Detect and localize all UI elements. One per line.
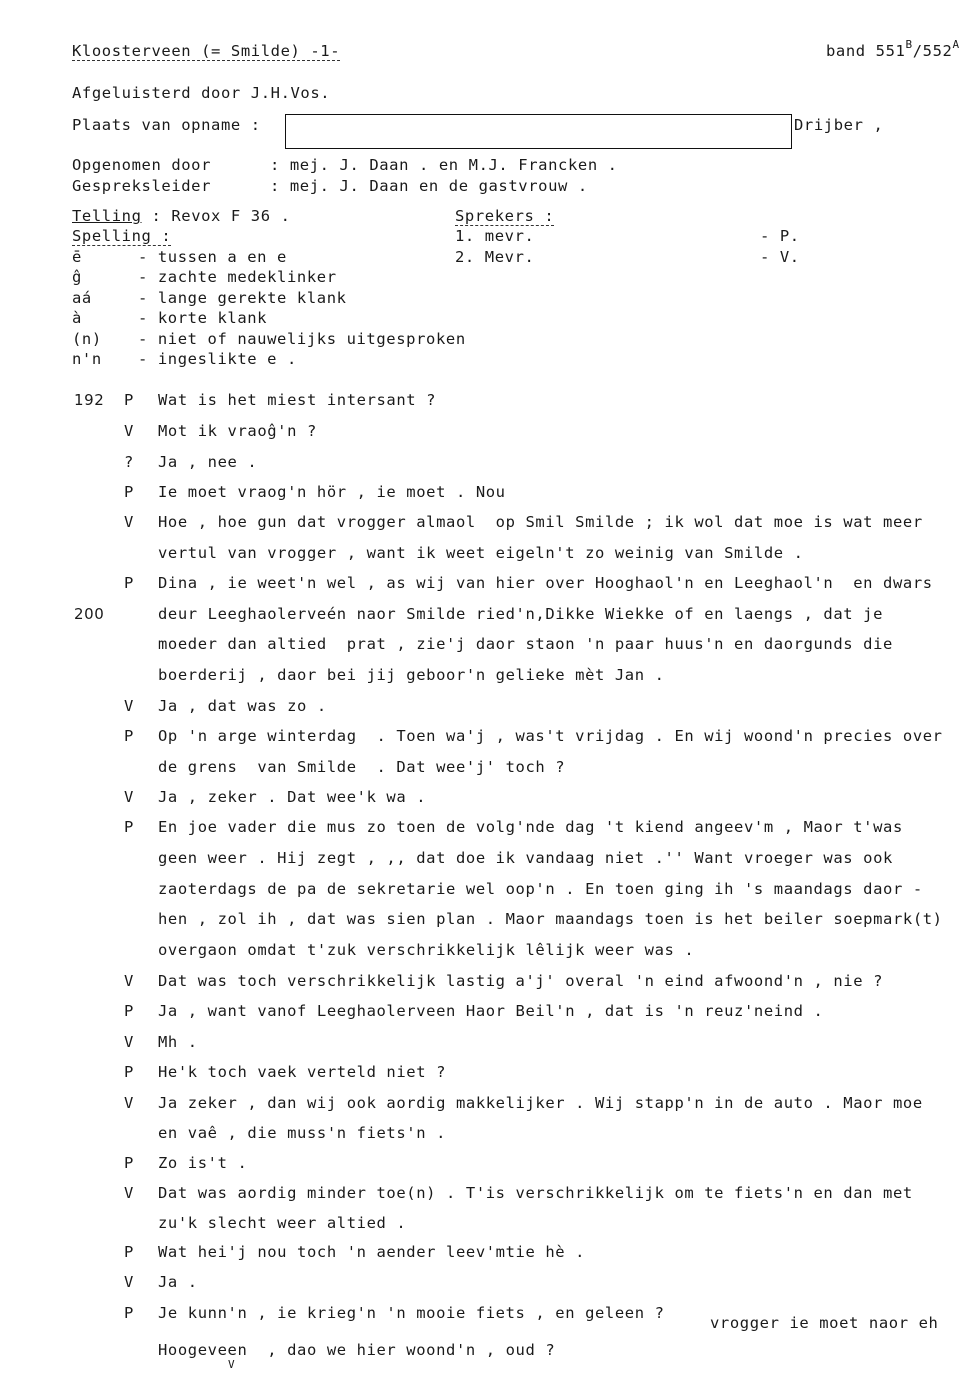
speaker-label: P	[124, 1243, 134, 1261]
speaker-label: P	[124, 574, 134, 592]
spelling-code: ĝ	[72, 268, 82, 286]
speaker-label: V	[124, 1094, 134, 1112]
spelling-desc: - korte klank	[138, 309, 268, 327]
speaker-label: P	[124, 818, 134, 836]
speaker-label: P	[124, 1154, 134, 1172]
speaker-label: V	[124, 1273, 134, 1291]
recording-place-label: Plaats van opname :	[72, 116, 261, 134]
band-number: band $551^B/552^A$	[826, 38, 960, 60]
transcript-line: Wat is het miest intersant ?	[158, 391, 437, 409]
spelling-code: n'n	[72, 350, 102, 368]
transcript-line: Zo is't .	[158, 1154, 248, 1172]
transcript-line: Op 'n arge winterdag . Toen wa'j , was't vrijdag . En wij woond'n precies over	[158, 727, 943, 745]
transcript-line: geen weer . Hij zegt , ,, dat doe ik vandaag niet .'' Want vroeger was ook	[158, 849, 893, 867]
transcript-line: en vaê , die muss'n fiets'n .	[158, 1124, 447, 1142]
speaker-label: V	[124, 972, 134, 990]
speaker-label: P	[124, 1063, 134, 1081]
transcript-line: He'k toch vaek verteld niet ?	[158, 1063, 447, 1081]
transcript-line: En joe vader die mus zo toen de volg'nde dag 't kiend angeev'm , Maor t'was	[158, 818, 903, 836]
transcript-line: Ja , want vanof Leeghaolerveen Haor Beil'n , dat is 'n reuz'neind .	[158, 1002, 824, 1020]
conversation-leader-label: Gespreksleider	[72, 177, 212, 195]
recording-place-suffix: Drijber ,	[794, 116, 884, 134]
spelling-desc: - ingeslikte e .	[138, 350, 297, 368]
speaker-2-label: 2. Mevr.	[455, 248, 535, 266]
transcript-line: Ja , nee .	[158, 453, 258, 471]
transcript-line: Dat was aordig minder toe(n) . T'is verschrikkelijk om te fiets'n en dan met	[158, 1184, 913, 1202]
line-number: 200	[74, 605, 105, 623]
spelling-desc: - tussen a en e	[138, 248, 287, 266]
side-note: vrogger ie moet naor eh	[710, 1314, 939, 1332]
transcript-line: zu'k slecht weer altied .	[158, 1214, 407, 1232]
transcript-line: de grens van Smilde . Dat wee'j' toch ?	[158, 758, 566, 776]
speaker-label: V	[124, 1184, 134, 1202]
transcript-line: Je kunn'n , ie krieg'n 'n mooie fiets , en geleen ?	[158, 1304, 665, 1322]
speaker-label: P	[124, 483, 134, 501]
speaker-label: ?	[124, 453, 134, 471]
speaker-label: V	[124, 697, 134, 715]
transcript-line: Hoogeveen , dao we hier woond'n , oud ?	[158, 1341, 556, 1359]
speakers-title: Sprekers :	[455, 207, 555, 225]
speaker-label: P	[124, 1304, 134, 1322]
spelling-code: aá	[72, 289, 92, 307]
speaker-label: V	[124, 513, 134, 531]
transcript-line: hen , zol ih , dat was sien plan . Maor maandags toen is het beiler soepmark(t)	[158, 910, 943, 928]
transcript-line: Ie moet vraog'n hör , ie moet . Nou	[158, 483, 506, 501]
spelling-code: ē	[72, 248, 82, 266]
spelling-desc: - zachte medeklinker	[138, 268, 337, 286]
transcript-line: Ja , zeker . Dat wee'k wa .	[158, 788, 427, 806]
spelling-desc: - lange gerekte klank	[138, 289, 347, 307]
spelling-desc: - niet of nauwelijks uitgesproken	[138, 330, 466, 348]
transcript-line: Dina , ie weet'n wel , as wij van hier over Hooghaol'n en Leeghaol'n en dwars	[158, 574, 933, 592]
transcript-line: Mh .	[158, 1033, 198, 1051]
speaker-label: P	[124, 727, 134, 745]
conversation-leader-value: : mej. J. Daan en de gastvrouw .	[270, 177, 588, 195]
transcript-line: Hoe , hoe gun dat vrogger almaol op Smil Smilde ; ik wol dat moe is wat meer	[158, 513, 923, 531]
transcript-line: Ja , dat was zo .	[158, 697, 327, 715]
speaker-2-code: - V.	[760, 248, 800, 266]
transcript-line: Ja .	[158, 1273, 198, 1291]
recording-place-box	[285, 114, 792, 149]
transcript-line: boerderij , daor bei jij geboor'n gelieke mèt Jan .	[158, 666, 665, 684]
speaker-label: V	[124, 422, 134, 440]
transcript-line: zaoterdags de pa de sekretarie wel oop'n . En toen ging ih 's maandags daor -	[158, 880, 923, 898]
spelling-title: Spelling :	[72, 227, 172, 245]
speaker-label: V	[124, 788, 134, 806]
spelling-code: (n)	[72, 330, 102, 348]
line-number: 192	[74, 391, 105, 409]
document-title: Kloosterveen (= Smilde) -1-	[72, 42, 341, 60]
recorded-by-value: : mej. J. Daan . en M.J. Francken .	[270, 156, 618, 174]
transcript-line: Wat hei'j nou toch 'n aender leev'mtie hè .	[158, 1243, 586, 1261]
speaker-1-code: - P.	[760, 227, 800, 245]
transcript-line: overgaon omdat t'zuk verschrikkelijk lêlijk weer was .	[158, 941, 695, 959]
transcript-line: Ja zeker , dan wij ook aordig makkelijker . Wij stapp'n in de auto . Maor moe	[158, 1094, 923, 1112]
speaker-label: V	[124, 1033, 134, 1051]
speaker-label: P	[124, 1002, 134, 1020]
spelling-code: à	[72, 309, 82, 327]
transcript-line: vertul van vrogger , want ik weet eigeln't zo weinig van Smilde .	[158, 544, 804, 562]
telling: Telling : Revox F 36 .	[72, 207, 291, 225]
speaker-label: P	[124, 391, 134, 409]
transcript-line: Dat was toch verschrikkelijk lastig a'j' overal 'n eind afwoond'n , nie ?	[158, 972, 884, 990]
recorded-by-label: Opgenomen door	[72, 156, 212, 174]
transcript-line: Mot ik vraoĝ'n ?	[158, 422, 317, 440]
transcript-line: deur Leeghaolerveén naor Smilde ried'n,Dikke Wiekke of en laengs , dat je	[158, 605, 884, 623]
speaker-1-label: 1. mevr.	[455, 227, 535, 245]
margin-v: V	[228, 1358, 235, 1371]
listened-by: Afgeluisterd door J.H.Vos.	[72, 84, 331, 102]
transcript-line: moeder dan altied prat , zie'j daor staon 'n paar huus'n en daorgunds die	[158, 635, 893, 653]
